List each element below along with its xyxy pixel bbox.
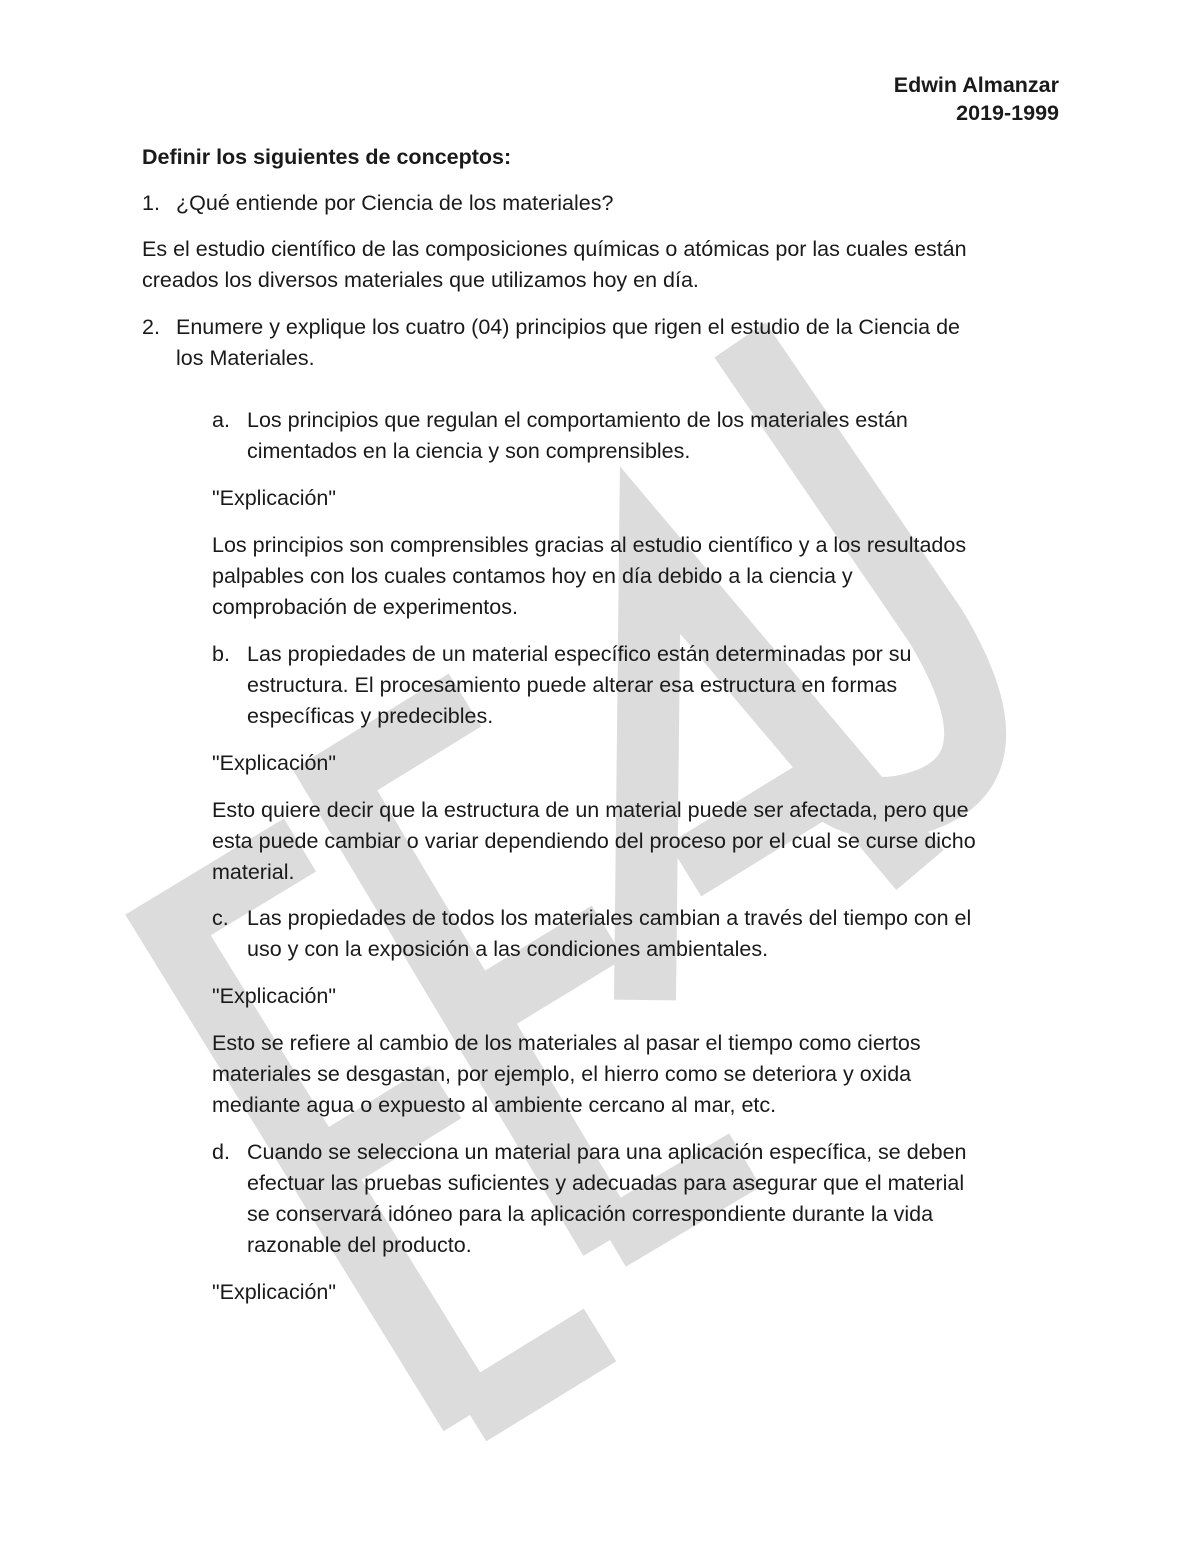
q2-text-line: Enumere y explique los cuatro (04) principios que rigen el estudio de la Ciencia de	[176, 315, 961, 339]
q2-text-line: los Materiales.	[176, 346, 315, 370]
item-a-explain-line: palpables con los cuales contamos hoy en día debido a la ciencia y	[212, 564, 853, 588]
author-name: Edwin Almanzar	[893, 73, 1059, 97]
item-c-line: Las propiedades de todos los materiales cambian a través del tiempo con el	[247, 906, 972, 930]
item-b-line: estructura. El procesamiento puede alterar esa estructura en formas	[247, 673, 898, 697]
item-c-explain-line: Esto se refiere al cambio de los materiales al pasar el tiempo como ciertos	[212, 1031, 921, 1055]
item-b-line: específicas y predecibles.	[247, 704, 494, 728]
q1-answer-line: Es el estudio científico de las composiciones químicas o atómicas por las cuales están	[142, 237, 967, 261]
item-b-explain-label: "Explicación"	[212, 751, 337, 775]
item-b-explain-line: material.	[212, 860, 295, 884]
item-d-explain-label: "Explicación"	[212, 1280, 337, 1304]
item-b-letter: b.	[212, 642, 230, 666]
item-a-explain-label: "Explicación"	[212, 486, 337, 510]
q2-number: 2.	[142, 315, 160, 339]
q1-text: ¿Qué entiende por Ciencia de los materiales?	[176, 191, 614, 215]
assignment-heading: Definir los siguientes de conceptos:	[142, 145, 512, 169]
item-d-letter: d.	[212, 1140, 230, 1164]
item-d-line: Cuando se selecciona un material para una aplicación específica, se deben	[247, 1140, 967, 1164]
item-a-line: cimentados en la ciencia y son comprensibles.	[247, 439, 691, 463]
q1-number: 1.	[142, 191, 160, 215]
item-c-explain-label: "Explicación"	[212, 984, 337, 1008]
item-b-explain-line: Esto quiere decir que la estructura de un material puede ser afectada, pero que	[212, 798, 969, 822]
item-d-line: se conservará idóneo para la aplicación correspondiente durante la vida	[247, 1202, 934, 1226]
student-id: 2019-1999	[956, 101, 1059, 125]
item-b-line: Las propiedades de un material específico están determinadas por su	[247, 642, 912, 666]
item-c-line: uso y con la exposición a las condiciones ambientales.	[247, 937, 769, 961]
item-c-explain-line: mediante agua o expuesto al ambiente cercano al mar, etc.	[212, 1093, 777, 1117]
item-a-explain-line: comprobación de experimentos.	[212, 595, 518, 619]
q1-answer-line: creados los diversos materiales que utilizamos hoy en día.	[142, 268, 699, 292]
item-a-explain-line: Los principios son comprensibles gracias al estudio científico y a los resultados	[212, 533, 967, 557]
item-d-line: razonable del producto.	[247, 1233, 472, 1257]
item-d-line: efectuar las pruebas suficientes y adecuadas para asegurar que el material	[247, 1171, 965, 1195]
item-c-explain-line: materiales se desgastan, por ejemplo, el hierro como se deteriora y oxida	[212, 1062, 912, 1086]
item-c-letter: c.	[212, 906, 229, 930]
item-a-line: Los principios que regulan el comportamiento de los materiales están	[247, 408, 908, 432]
item-b-explain-line: esta puede cambiar o variar dependiendo del proceso por el cual se curse dicho	[212, 829, 976, 853]
item-a-letter: a.	[212, 408, 230, 432]
